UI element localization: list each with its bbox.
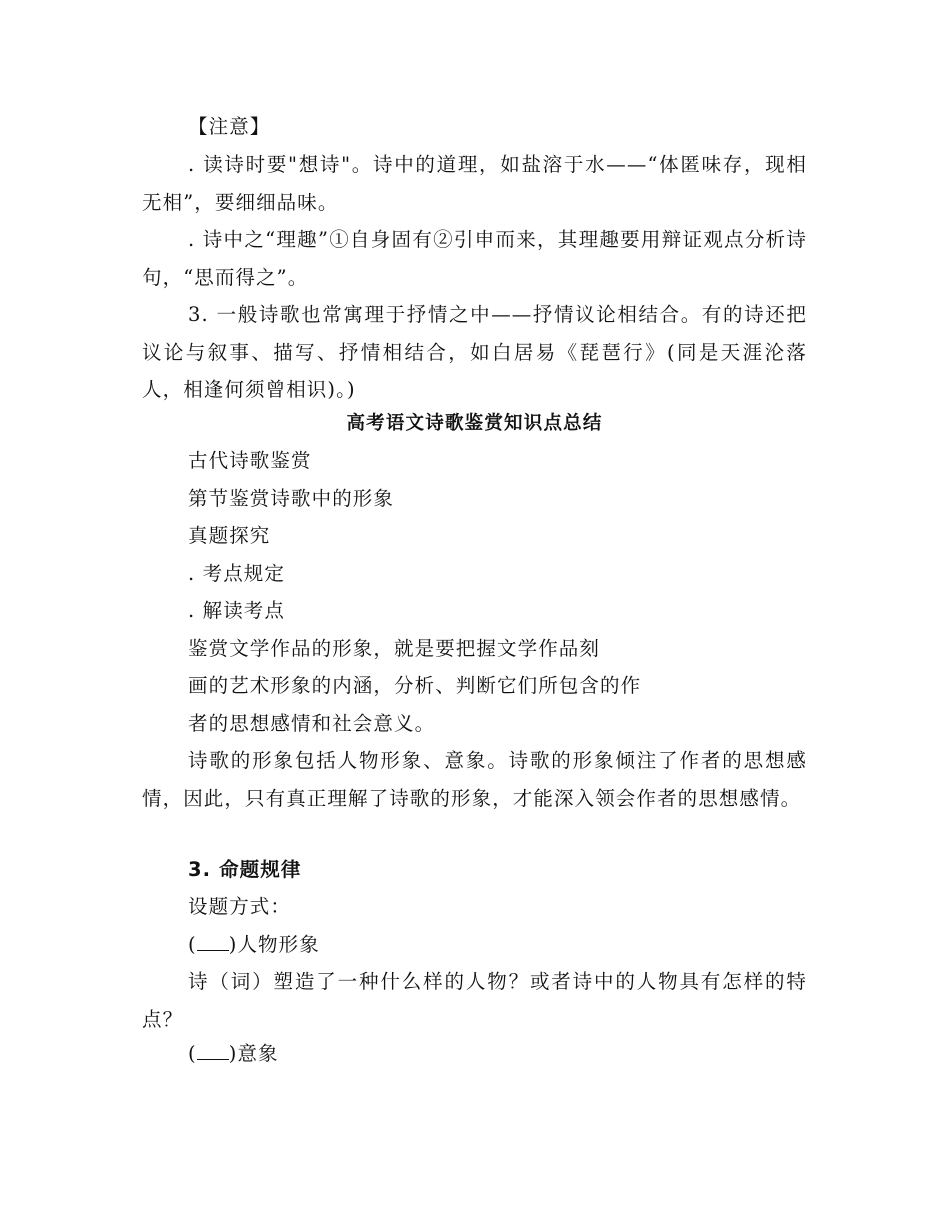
heading-question-rules: 3. 命题规律 (188, 858, 302, 881)
note-title: 【注意】 (188, 115, 271, 138)
line-exam-study: 真题探究 (188, 524, 271, 547)
paragraph-poetic-reason: . 诗中之“理趣”①自身固有②引申而来，其理趣要用辩证观点分析诗句，“思而得之”。 (142, 228, 807, 289)
item-label: 人物形象 (237, 933, 320, 956)
paren-close: ) (228, 933, 238, 956)
blank-line (197, 950, 229, 951)
line-question-methods: 设题方式： (188, 895, 292, 918)
blank-line (197, 1059, 229, 1060)
line-appreciation-3: 者的思想感情和社会意义。 (188, 712, 436, 735)
paragraph-character-question: 诗（词）塑造了一种什么样的人物？或者诗中的人物具有怎样的特点？ (142, 970, 807, 1031)
section-title: 高考语文诗歌鉴赏知识点总结 (346, 413, 603, 434)
line-ancient-poetry: 古代诗歌鉴赏 (188, 449, 312, 472)
line-appreciation-2: 画的艺术形象的内涵，分析、判断它们所包含的作 (188, 674, 642, 697)
line-appreciation-1: 鉴赏文学作品的形象，就是要把握文学作品刻 (188, 637, 601, 660)
paragraph-poetry-image: 诗歌的形象包括人物形象、意象。诗歌的形象倾注了作者的思想感情，因此，只有真正理解了诗歌的形象，才能深入领会作者的思想感情。 (142, 749, 807, 810)
item-imagery (188, 1035, 279, 1073)
item-character-image (188, 926, 320, 964)
line-section-image: 第节鉴赏诗歌中的形象 (188, 487, 395, 510)
paren-open: ( (188, 1042, 197, 1065)
item-label: 意象 (237, 1042, 279, 1065)
paragraph-reading-poems: . 读诗时要"想诗"。诗中的道理，如盐溶于水——“体匿味存，现相无相”，要细细品味。 (142, 153, 807, 214)
line-exam-points: . 考点规定 (188, 562, 285, 585)
paren-open: ( (188, 933, 197, 956)
line-interpret-points: . 解读考点 (188, 599, 285, 622)
paragraph-lyric-reasoning: 3. 一般诗歌也常寓理于抒情之中——抒情议论相结合。有的诗还把议论与叙事、描写、抒情相结合，如白居易《琵琶行》(同是天涯沦落人，相逢何须曾相识)。) (142, 303, 807, 401)
paren-close: ) (228, 1042, 238, 1065)
